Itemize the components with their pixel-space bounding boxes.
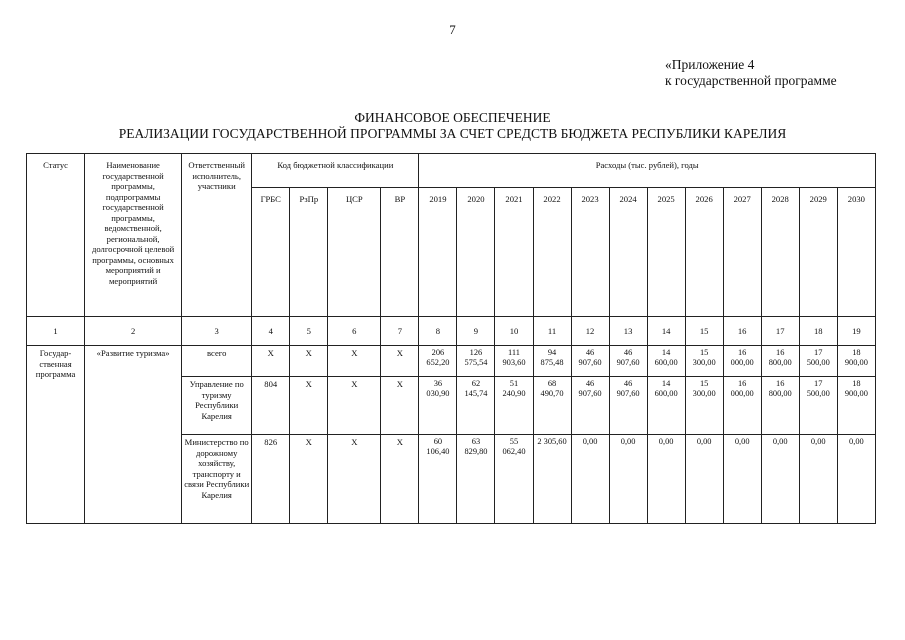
vr-cell: X <box>381 377 419 435</box>
amount-cell: 36 030,90 <box>419 377 457 435</box>
column-number: 19 <box>837 317 875 346</box>
amount-cell: 17 500,00 <box>799 377 837 435</box>
column-number: 17 <box>761 317 799 346</box>
column-number: 8 <box>419 317 457 346</box>
header-year: 2027 <box>723 188 761 317</box>
amount-cell: 18 900,00 <box>837 377 875 435</box>
finance-table <box>26 153 876 524</box>
csr-cell: X <box>328 377 381 435</box>
amount-cell: 16 000,00 <box>723 377 761 435</box>
header-year: 2022 <box>533 188 571 317</box>
title-line-2: РЕАЛИЗАЦИИ ГОСУДАРСТВЕННОЙ ПРОГРАММЫ ЗА СЧЕТ СРЕДСТВ БЮДЖЕТА РЕСПУБЛИКИ КАРЕЛИЯ <box>118 126 787 141</box>
executor-cell: Министерство по дорожному хозяйству, транспорту и связи Республики Карелия <box>182 435 252 524</box>
program-name-cell: «Развитие туризма» <box>85 346 182 524</box>
grbs-cell: 826 <box>252 435 290 524</box>
amount-cell: 15 300,00 <box>685 377 723 435</box>
document-title <box>0 110 905 142</box>
amount-cell: 126 575,54 <box>457 346 495 377</box>
amount-cell: 51 240,90 <box>495 377 533 435</box>
column-number: 14 <box>647 317 685 346</box>
header-executor: Ответственный исполнитель, участники <box>182 154 252 317</box>
amount-cell: 46 907,60 <box>609 346 647 377</box>
amount-cell: 0,00 <box>837 435 875 524</box>
amount-cell: 0,00 <box>761 435 799 524</box>
amount-cell: 94 875,48 <box>533 346 571 377</box>
amount-cell: 14 600,00 <box>647 377 685 435</box>
header-grbs: ГРБС <box>252 188 290 317</box>
column-number: 15 <box>685 317 723 346</box>
header-rzpr: РзПр <box>290 188 328 317</box>
csr-cell: X <box>328 435 381 524</box>
amount-cell: 0,00 <box>799 435 837 524</box>
column-number: 11 <box>533 317 571 346</box>
header-csr: ЦСР <box>328 188 381 317</box>
appendix-line-1: «Приложение 4 <box>665 57 755 72</box>
amount-cell: 0,00 <box>647 435 685 524</box>
grbs-cell: 804 <box>252 377 290 435</box>
amount-cell: 0,00 <box>609 435 647 524</box>
header-vr: ВР <box>381 188 419 317</box>
amount-cell: 16 000,00 <box>723 346 761 377</box>
grbs-cell: X <box>252 346 290 377</box>
amount-cell: 68 490,70 <box>533 377 571 435</box>
rzpr-cell: X <box>290 377 328 435</box>
column-number: 16 <box>723 317 761 346</box>
header-year: 2028 <box>761 188 799 317</box>
status-cell: Государ-ственная программа <box>27 346 85 524</box>
rzpr-cell: X <box>290 435 328 524</box>
amount-cell: 206 652,20 <box>419 346 457 377</box>
header-year: 2021 <box>495 188 533 317</box>
column-number: 12 <box>571 317 609 346</box>
page-number: 7 <box>449 22 456 37</box>
amount-cell: 0,00 <box>723 435 761 524</box>
column-number: 3 <box>182 317 252 346</box>
column-number: 9 <box>457 317 495 346</box>
amount-cell: 18 900,00 <box>837 346 875 377</box>
amount-cell: 0,00 <box>571 435 609 524</box>
header-year: 2019 <box>419 188 457 317</box>
executor-cell: всего <box>182 346 252 377</box>
column-number: 13 <box>609 317 647 346</box>
amount-cell: 16 800,00 <box>761 346 799 377</box>
csr-cell: X <box>328 346 381 377</box>
amount-cell: 46 907,60 <box>609 377 647 435</box>
title-line-1: ФИНАНСОВОЕ ОБЕСПЕЧЕНИЕ <box>354 110 551 125</box>
amount-cell: 16 800,00 <box>761 377 799 435</box>
header-year: 2030 <box>837 188 875 317</box>
column-number: 1 <box>27 317 85 346</box>
amount-cell: 0,00 <box>685 435 723 524</box>
header-status: Статус <box>27 154 85 317</box>
header-name: Наименование государственной программы, подпрограммы государственной программы, ведомственной, региональной, долгосрочной целевой программы, основных мероприятий и мероприятий <box>85 154 182 317</box>
appendix-line-2: к государственной программе <box>665 73 837 88</box>
header-year: 2029 <box>799 188 837 317</box>
header-kbk: Код бюджетной классификации <box>252 154 419 188</box>
column-number: 4 <box>252 317 290 346</box>
amount-cell: 46 907,60 <box>571 377 609 435</box>
column-number: 2 <box>85 317 182 346</box>
vr-cell: X <box>381 346 419 377</box>
amount-cell: 62 145,74 <box>457 377 495 435</box>
table-row <box>27 346 876 377</box>
header-year: 2020 <box>457 188 495 317</box>
column-number: 18 <box>799 317 837 346</box>
header-year: 2024 <box>609 188 647 317</box>
amount-cell: 63 829,80 <box>457 435 495 524</box>
amount-cell: 46 907,60 <box>571 346 609 377</box>
amount-cell: 15 300,00 <box>685 346 723 377</box>
header-year: 2023 <box>571 188 609 317</box>
header-expenses: Расходы (тыс. рублей), годы <box>419 154 876 188</box>
vr-cell: X <box>381 435 419 524</box>
column-number: 5 <box>290 317 328 346</box>
header-year: 2025 <box>647 188 685 317</box>
column-number: 7 <box>381 317 419 346</box>
amount-cell: 14 600,00 <box>647 346 685 377</box>
column-number: 10 <box>495 317 533 346</box>
rzpr-cell: X <box>290 346 328 377</box>
amount-cell: 60 106,40 <box>419 435 457 524</box>
appendix-note <box>665 57 837 89</box>
column-number-row <box>27 317 876 346</box>
amount-cell: 17 500,00 <box>799 346 837 377</box>
header-year: 2026 <box>685 188 723 317</box>
column-number: 6 <box>328 317 381 346</box>
amount-cell: 55 062,40 <box>495 435 533 524</box>
executor-cell: Управление по туризму Республики Карелия <box>182 377 252 435</box>
amount-cell: 2 305,60 <box>533 435 571 524</box>
amount-cell: 111 903,60 <box>495 346 533 377</box>
